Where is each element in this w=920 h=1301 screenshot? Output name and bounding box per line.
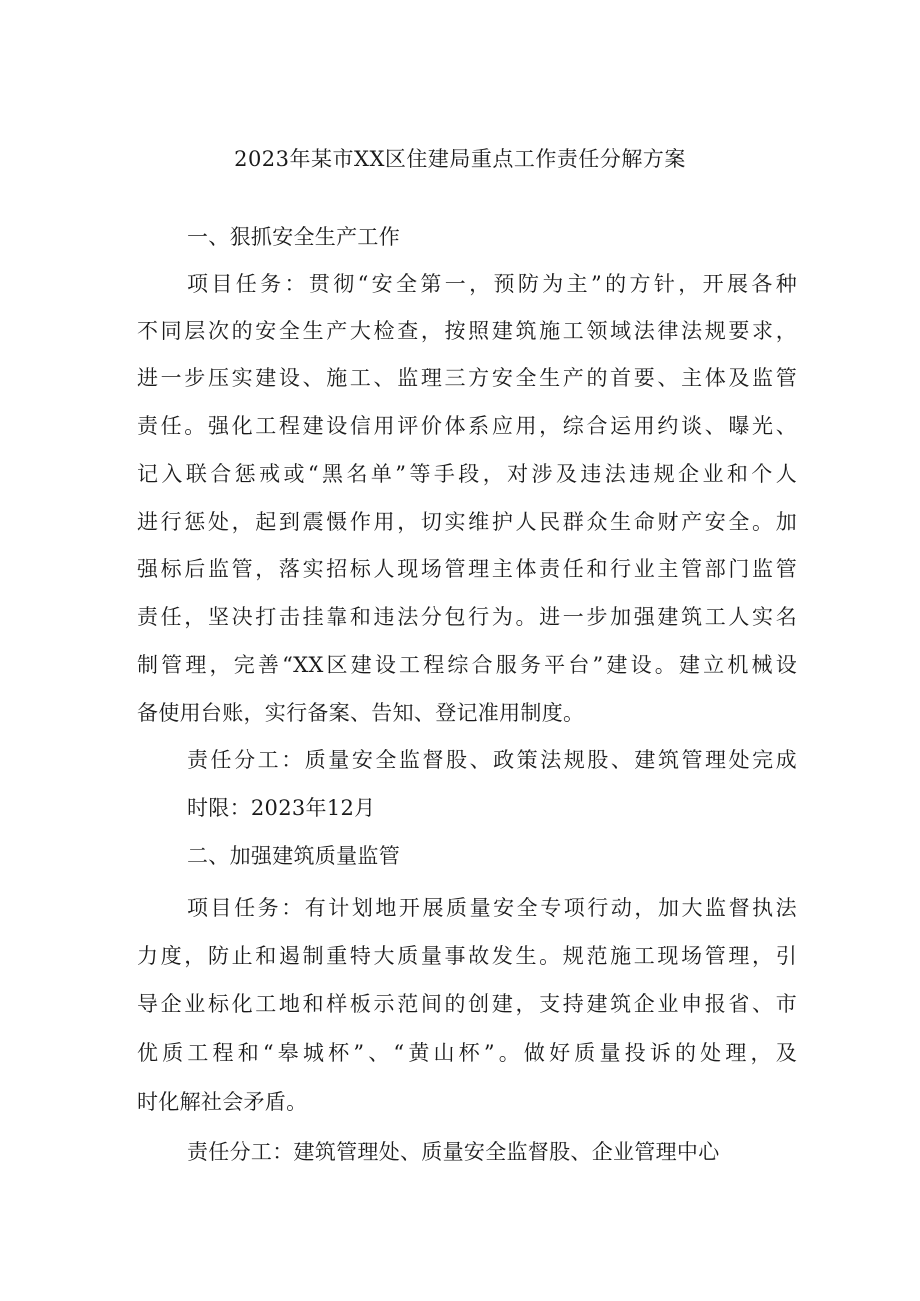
section-1-task-line: 制管理，完善“XX区建设工程综合服务平台”建设。建立机械设 (137, 653, 797, 677)
section-2-task-line: 项目任务：有计划地开展质量安全专项行动，加大监督执法 (187, 896, 797, 920)
section-1-task-line: 进一步压实建设、施工、监理三方安全生产的首要、主体及监管 (137, 366, 797, 390)
section-1-responsibility: 责任分工：质量安全监督股、政策法规股、建筑管理处完成 (187, 748, 797, 772)
section-1-task-line: 责任。强化工程建设信用评价体系应用，综合运用约谈、曝光、 (137, 414, 797, 438)
section-2-responsibility: 责任分工：建筑管理处、质量安全监督股、企业管理中心 (187, 1140, 720, 1164)
section-2-task-line: 导企业标化工地和样板示范间的创建，支持建筑企业申报省、市 (137, 992, 797, 1016)
section-2-task-line: 优质工程和“皋城杯”、“黄山杯”。做好质量投诉的处理，及 (137, 1041, 797, 1065)
section-1-task-line: 不同层次的安全生产大检查，按照建筑施工领域法律法规要求， (137, 319, 797, 343)
section-1-task-line: 项目任务：贯彻“安全第一，预防为主”的方针，开展各种 (187, 272, 797, 296)
section-1-deadline: 时限：2023年12月 (187, 796, 376, 820)
section-1-task-line: 责任，坚决打击挂靠和违法分包行为。进一步加强建筑工人实名 (137, 605, 797, 629)
document-title: 2023年某市XX区住建局重点工作责任分解方案 (234, 147, 686, 171)
section-1-task-line: 记入联合惩戒或“黑名单”等手段，对涉及违法违规企业和个人 (137, 462, 797, 486)
section-2-heading: 二、加强建筑质量监管 (187, 844, 400, 868)
section-2-task-line: 时化解社会矛盾。 (137, 1090, 308, 1114)
section-1-task-line: 备使用台账，实行备案、告知、登记准用制度。 (137, 701, 585, 725)
section-1-task-line: 强标后监管，落实招标人现场管理主体责任和行业主管部门监管 (137, 557, 797, 581)
section-1-heading: 一、狠抓安全生产工作 (187, 225, 400, 249)
section-1-task-line: 进行惩处，起到震慑作用，切实维护人民群众生命财产安全。加 (137, 510, 797, 534)
section-2-task-line: 力度，防止和遏制重特大质量事故发生。规范施工现场管理，引 (137, 944, 797, 968)
